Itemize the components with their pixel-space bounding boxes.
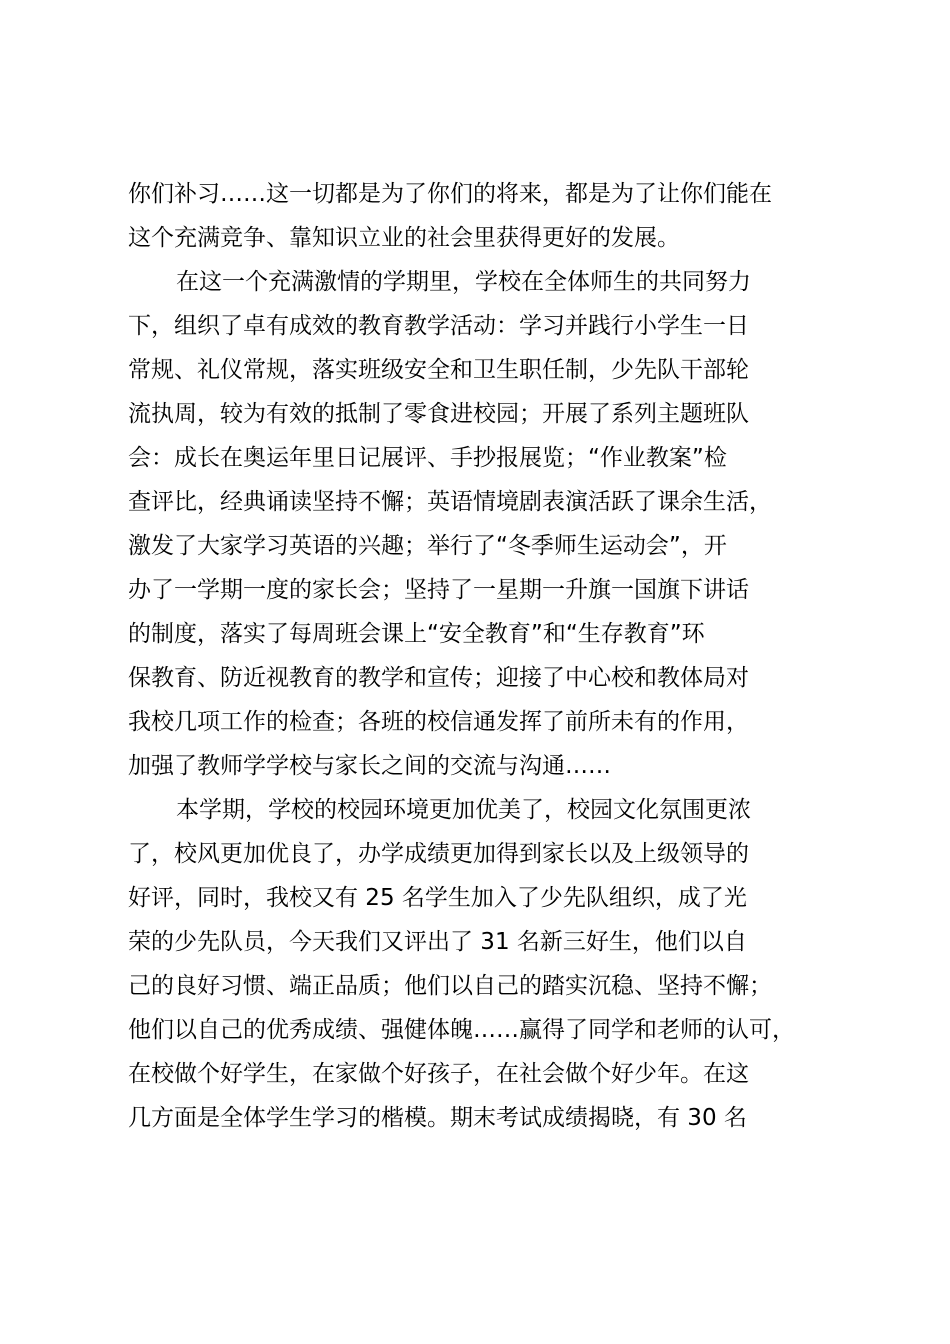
text-line: 你们补习……这一切都是为了你们的将来，都是为了让你们能在 — [128, 181, 772, 207]
text-line: 激发了大家学习英语的兴趣；举行了“冬季师生运动会”，开 — [128, 533, 727, 559]
text-line: 的制度，落实了每周班会课上“安全教育”和“生存教育”环 — [128, 621, 705, 647]
text-line: 查评比，经典诵读坚持不懈；英语情境剧表演活跃了课余生活， — [128, 489, 772, 515]
text-line: 常规、礼仪常规，落实班级安全和卫生职任制，少先队干部轮 — [128, 357, 749, 383]
text-line: 在校做个好学生，在家做个好孩子，在社会做个好少年。在这 — [128, 1061, 749, 1087]
text-line: 流执周，较为有效的抵制了零食进校园；开展了系列主题班队 — [128, 401, 749, 427]
text-line: 了，校风更加优良了，办学成绩更加得到家长以及上级领导的 — [128, 841, 749, 867]
text-line: 荣的少先队员，今天我们又评出了 31 名新三好生，他们以自 — [128, 929, 747, 955]
text-line: 他们以自己的优秀成绩、强健体魄……赢得了同学和老师的认可， — [128, 1017, 795, 1043]
text-line: 本学期，学校的校园环境更加优美了，校园文化氛围更浓 — [176, 797, 751, 823]
text-line: 在这一个充满激情的学期里，学校在全体师生的共同努力 — [176, 269, 751, 295]
text-line: 加强了教师学学校与家长之间的交流与沟通…… — [128, 753, 611, 779]
text-line: 保教育、防近视教育的教学和宣传；迎接了中心校和教体局对 — [128, 665, 749, 691]
text-line: 会：成长在奥运年里日记展评、手抄报展览；“作业教案”检 — [128, 445, 727, 471]
text-line: 这个充满竞争、靠知识立业的社会里获得更好的发展。 — [128, 225, 680, 251]
text-line: 我校几项工作的检查；各班的校信通发挥了前所未有的作用， — [128, 709, 749, 735]
text-line: 办了一学期一度的家长会；坚持了一星期一升旗一国旗下讲话 — [128, 577, 749, 603]
text-line: 好评，同时，我校又有 25 名学生加入了少先队组织，成了光 — [128, 885, 747, 911]
text-line: 己的良好习惯、端正品质；他们以自己的踏实沉稳、坚持不懈； — [128, 973, 772, 999]
text-line: 几方面是全体学生学习的楷模。期末考试成绩揭晓，有 30 名 — [128, 1105, 747, 1131]
document-body — [128, 172, 840, 1140]
text-line: 下，组织了卓有成效的教育教学活动：学习并践行小学生一日 — [128, 313, 749, 339]
